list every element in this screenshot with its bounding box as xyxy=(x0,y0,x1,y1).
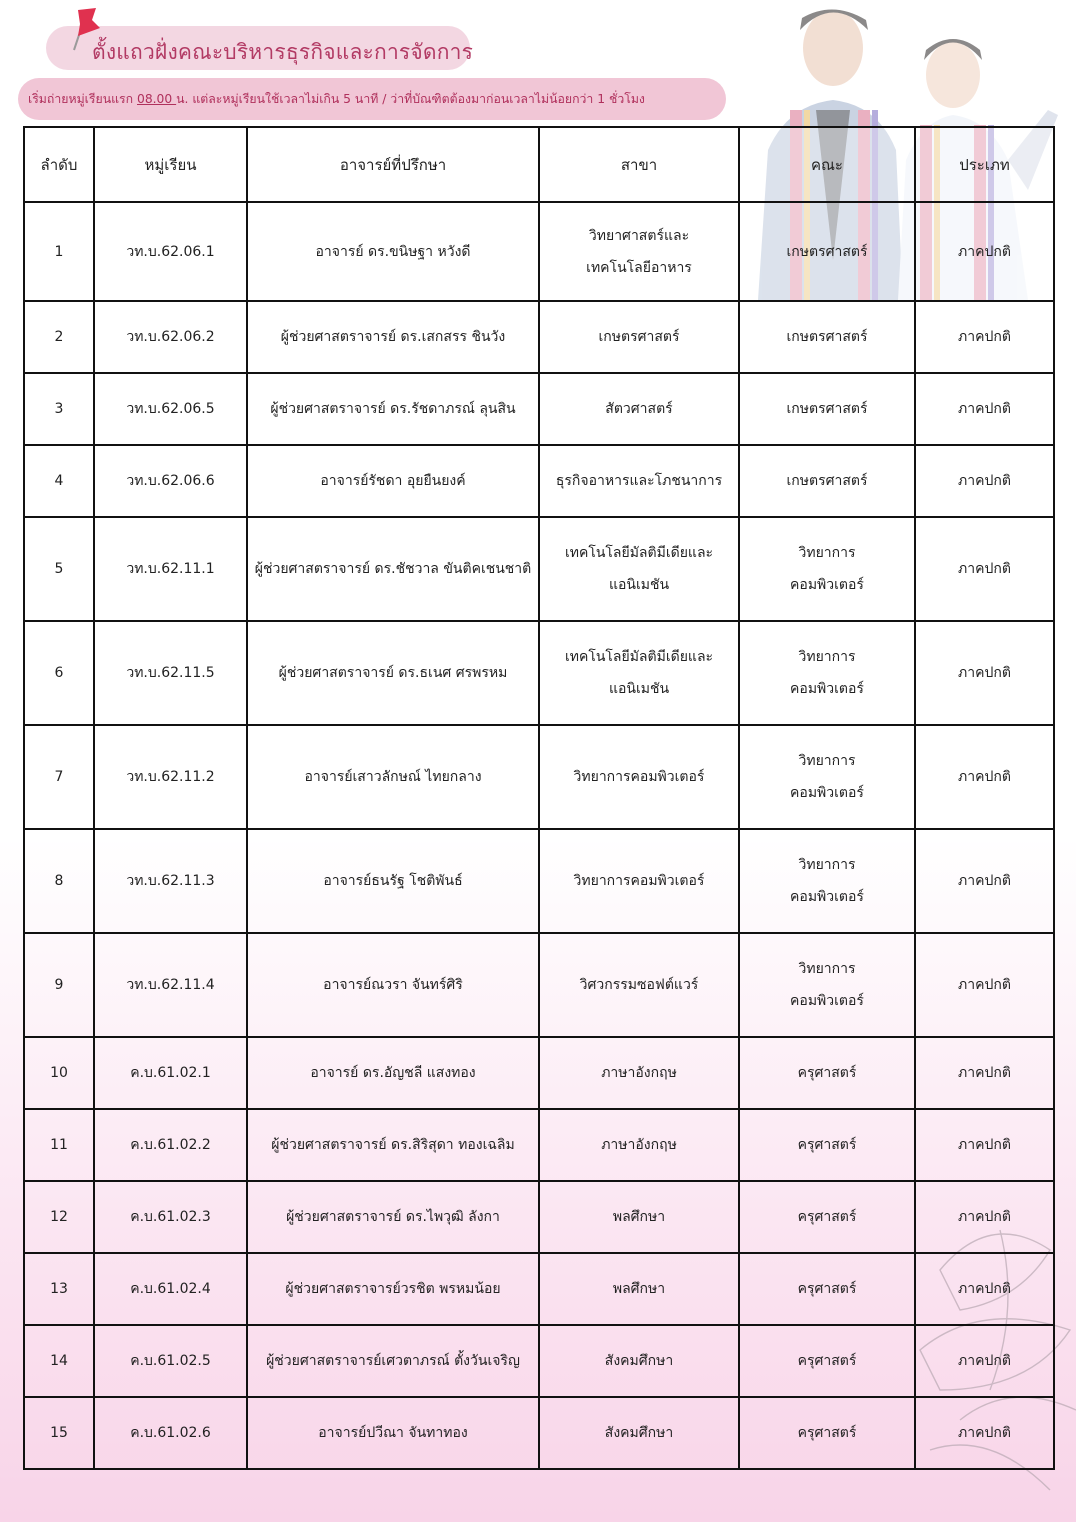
cell-major xyxy=(539,621,739,725)
cell-major xyxy=(539,517,739,621)
cell-type: ภาคปกติ xyxy=(915,301,1054,373)
cell-advisor: ผู้ช่วยศาสตราจารย์ ดร.ไพวุฒิ ลังกา xyxy=(247,1181,539,1253)
page-title: ตั้งแถวฝั่งคณะบริหารธุรกิจและการจัดการ xyxy=(92,40,474,64)
column-header-advisor: อาจารย์ที่ปรึกษา xyxy=(247,127,539,202)
cell-faculty xyxy=(739,202,915,301)
cell-advisor: อาจารย์ณวรา จันทร์ศิริ xyxy=(247,933,539,1037)
cell-major-line: เทคโนโลยีอาหาร xyxy=(586,259,692,276)
table-row xyxy=(24,829,1054,933)
cell-major xyxy=(539,1037,739,1109)
cell-major-line: สังคมศึกษา xyxy=(604,1353,674,1369)
cell-faculty-line: คอมพิวเตอร์ xyxy=(790,785,864,801)
cell-group: ค.บ.61.02.2 xyxy=(94,1109,247,1181)
cell-major-line: วิทยาศาสตร์และ xyxy=(588,227,690,244)
cell-group: วท.บ.62.11.4 xyxy=(94,933,247,1037)
cell-advisor: ผู้ช่วยศาสตราจารย์ ดร.ธเนศ ศรพรหม xyxy=(247,621,539,725)
schedule-note xyxy=(28,90,645,109)
table-row xyxy=(24,1037,1054,1109)
cell-type: ภาคปกติ xyxy=(915,1397,1054,1469)
cell-order: 10 xyxy=(24,1037,94,1109)
cell-major-line: ภาษาอังกฤษ xyxy=(601,1065,677,1081)
cell-advisor: ผู้ช่วยศาสตราจารย์ ดร.ชัชวาล ขันติคเชนชาติ xyxy=(247,517,539,621)
cell-group: วท.บ.62.06.6 xyxy=(94,445,247,517)
cell-faculty-line: ครุศาสตร์ xyxy=(797,1209,857,1225)
cell-type: ภาคปกติ xyxy=(915,621,1054,725)
cell-order: 1 xyxy=(24,202,94,301)
cell-faculty-line: เกษตรศาสตร์ xyxy=(786,401,868,417)
cell-major-line: วิทยาการคอมพิวเตอร์ xyxy=(573,873,705,889)
cell-advisor: ผู้ช่วยศาสตราจารย์ ดร.รัชดาภรณ์ ลุนสิน xyxy=(247,373,539,445)
cell-order: 5 xyxy=(24,517,94,621)
schedule-note-prefix: เริ่มถ่ายหมู่เรียนแรก xyxy=(28,92,137,106)
column-header-major: สาขา xyxy=(539,127,739,202)
cell-faculty xyxy=(739,1253,915,1325)
cell-group: วท.บ.62.11.2 xyxy=(94,725,247,829)
cell-major-line: แอนิเมชัน xyxy=(608,577,670,593)
cell-advisor: อาจารย์ ดร.อัญชลี แสงทอง xyxy=(247,1037,539,1109)
cell-major-line: สังคมศึกษา xyxy=(604,1425,674,1441)
cell-type: ภาคปกติ xyxy=(915,517,1054,621)
cell-major xyxy=(539,1253,739,1325)
cell-faculty-line: เกษตรศาสตร์ xyxy=(786,473,868,489)
cell-type: ภาคปกติ xyxy=(915,1253,1054,1325)
cell-major-line: ธุรกิจอาหารและโภชนาการ xyxy=(555,473,723,489)
cell-order: 12 xyxy=(24,1181,94,1253)
cell-major xyxy=(539,1109,739,1181)
cell-major xyxy=(539,725,739,829)
cell-faculty-line: ครุศาสตร์ xyxy=(797,1281,857,1297)
cell-group: ค.บ.61.02.6 xyxy=(94,1397,247,1469)
schedule-note-suffix: น. แต่ละหมู่เรียนใช้เวลาไม่เกิน 5 นาที / ว่าที่บัณฑิตต้องมาก่อนเวลาไม่น้อยกว่า 1 ชั่วโมง xyxy=(176,92,645,106)
cell-faculty xyxy=(739,725,915,829)
table-row xyxy=(24,517,1054,621)
table-header-row xyxy=(24,127,1054,202)
cell-faculty xyxy=(739,621,915,725)
cell-type: ภาคปกติ xyxy=(915,202,1054,301)
cell-faculty-line: ครุศาสตร์ xyxy=(797,1065,857,1081)
cell-faculty-line: คอมพิวเตอร์ xyxy=(790,993,864,1009)
cell-faculty xyxy=(739,1325,915,1397)
cell-group: วท.บ.62.06.2 xyxy=(94,301,247,373)
table-row xyxy=(24,1325,1054,1397)
cell-major-line: เทคโนโลยีมัลติมีเดียและ xyxy=(564,649,714,665)
cell-major xyxy=(539,445,739,517)
cell-faculty xyxy=(739,517,915,621)
cell-faculty xyxy=(739,301,915,373)
cell-faculty-line: วิทยาการ xyxy=(798,857,856,873)
cell-order: 9 xyxy=(24,933,94,1037)
cell-major xyxy=(539,1397,739,1469)
table-row xyxy=(24,373,1054,445)
cell-major xyxy=(539,1181,739,1253)
cell-order: 15 xyxy=(24,1397,94,1469)
cell-major-line: เทคโนโลยีมัลติมีเดียและ xyxy=(564,545,714,561)
table-row xyxy=(24,301,1054,373)
cell-group: ค.บ.61.02.1 xyxy=(94,1037,247,1109)
table-row xyxy=(24,621,1054,725)
cell-major xyxy=(539,301,739,373)
cell-type: ภาคปกติ xyxy=(915,829,1054,933)
cell-faculty-line: ครุศาสตร์ xyxy=(797,1353,857,1369)
cell-advisor: ผู้ช่วยศาสตราจารย์ ดร.สิริสุดา ทองเฉลิม xyxy=(247,1109,539,1181)
cell-faculty-line: คอมพิวเตอร์ xyxy=(790,889,864,905)
cell-major xyxy=(539,1325,739,1397)
cell-faculty xyxy=(739,1397,915,1469)
cell-order: 3 xyxy=(24,373,94,445)
cell-faculty xyxy=(739,829,915,933)
graduation-lineup-table xyxy=(23,126,1055,1470)
cell-major-line: แอนิเมชัน xyxy=(608,681,670,697)
cell-faculty-line: ครุศาสตร์ xyxy=(797,1425,857,1441)
cell-faculty-line: เกษตรศาสตร์ xyxy=(786,243,868,260)
table-row xyxy=(24,1397,1054,1469)
cell-faculty-line: วิทยาการ xyxy=(798,961,856,977)
cell-major xyxy=(539,373,739,445)
cell-group: ค.บ.61.02.4 xyxy=(94,1253,247,1325)
cell-advisor: อาจารย์เสาวลักษณ์ ไทยกลาง xyxy=(247,725,539,829)
cell-group: ค.บ.61.02.5 xyxy=(94,1325,247,1397)
cell-order: 4 xyxy=(24,445,94,517)
cell-order: 8 xyxy=(24,829,94,933)
table-row xyxy=(24,1109,1054,1181)
cell-major-line: เกษตรศาสตร์ xyxy=(598,329,680,345)
cell-faculty-line: เกษตรศาสตร์ xyxy=(786,329,868,345)
cell-faculty-line: คอมพิวเตอร์ xyxy=(790,681,864,697)
cell-type: ภาคปกติ xyxy=(915,373,1054,445)
cell-type: ภาคปกติ xyxy=(915,933,1054,1037)
cell-faculty xyxy=(739,1181,915,1253)
cell-faculty-line: วิทยาการ xyxy=(798,649,856,665)
cell-type: ภาคปกติ xyxy=(915,445,1054,517)
cell-type: ภาคปกติ xyxy=(915,1181,1054,1253)
cell-faculty-line: วิทยาการ xyxy=(798,753,856,769)
cell-order: 6 xyxy=(24,621,94,725)
cell-major-line: วิศวกรรมซอฟต์แวร์ xyxy=(579,977,699,993)
cell-faculty xyxy=(739,1109,915,1181)
cell-group: ค.บ.61.02.3 xyxy=(94,1181,247,1253)
cell-faculty xyxy=(739,1037,915,1109)
cell-order: 11 xyxy=(24,1109,94,1181)
column-header-type: ประเภท xyxy=(915,127,1054,202)
cell-type: ภาคปกติ xyxy=(915,1037,1054,1109)
cell-group: วท.บ.62.11.1 xyxy=(94,517,247,621)
table-row xyxy=(24,725,1054,829)
cell-advisor: ผู้ช่วยศาสตราจารย์ ดร.เสกสรร ชินวัง xyxy=(247,301,539,373)
cell-major-line: วิทยาการคอมพิวเตอร์ xyxy=(573,769,705,785)
cell-major xyxy=(539,202,739,301)
cell-major-line: สัตวศาสตร์ xyxy=(605,401,673,417)
cell-advisor: อาจารย์ ดร.ขนิษฐา หวังดี xyxy=(247,202,539,301)
schedule-start-time: 08.00 xyxy=(137,92,177,106)
cell-advisor: อาจารย์ธนรัฐ โชติพันธ์ xyxy=(247,829,539,933)
cell-group: วท.บ.62.11.5 xyxy=(94,621,247,725)
table-row xyxy=(24,1181,1054,1253)
column-header-faculty: คณะ xyxy=(739,127,915,202)
cell-major xyxy=(539,829,739,933)
cell-type: ภาคปกติ xyxy=(915,1325,1054,1397)
table-row xyxy=(24,445,1054,517)
cell-faculty-line: ครุศาสตร์ xyxy=(797,1137,857,1153)
cell-order: 14 xyxy=(24,1325,94,1397)
cell-group: วท.บ.62.11.3 xyxy=(94,829,247,933)
table-row xyxy=(24,1253,1054,1325)
column-header-group: หมู่เรียน xyxy=(94,127,247,202)
cell-faculty xyxy=(739,373,915,445)
cell-order: 7 xyxy=(24,725,94,829)
cell-advisor: อาจารย์รัชดา อุยยืนยงค์ xyxy=(247,445,539,517)
cell-faculty xyxy=(739,933,915,1037)
cell-major-line: พลศึกษา xyxy=(612,1209,666,1225)
cell-major-line: ภาษาอังกฤษ xyxy=(601,1137,677,1153)
cell-faculty xyxy=(739,445,915,517)
cell-faculty-line: คอมพิวเตอร์ xyxy=(790,577,864,593)
table-row xyxy=(24,202,1054,301)
table-row xyxy=(24,933,1054,1037)
cell-faculty-line: วิทยาการ xyxy=(798,545,856,561)
cell-group: วท.บ.62.06.5 xyxy=(94,373,247,445)
cell-major-line: พลศึกษา xyxy=(612,1281,666,1297)
cell-advisor: ผู้ช่วยศาสตราจารย์เศวตาภรณ์ ตั้งวันเจริญ xyxy=(247,1325,539,1397)
column-header-order: ลำดับ xyxy=(24,127,94,202)
cell-type: ภาคปกติ xyxy=(915,1109,1054,1181)
cell-order: 2 xyxy=(24,301,94,373)
cell-major xyxy=(539,933,739,1037)
cell-type: ภาคปกติ xyxy=(915,725,1054,829)
cell-advisor: ผู้ช่วยศาสตราจารย์วรชิต พรหมน้อย xyxy=(247,1253,539,1325)
cell-advisor: อาจารย์ปวีณา จันทาทอง xyxy=(247,1397,539,1469)
cell-group: วท.บ.62.06.1 xyxy=(94,202,247,301)
cell-order: 13 xyxy=(24,1253,94,1325)
